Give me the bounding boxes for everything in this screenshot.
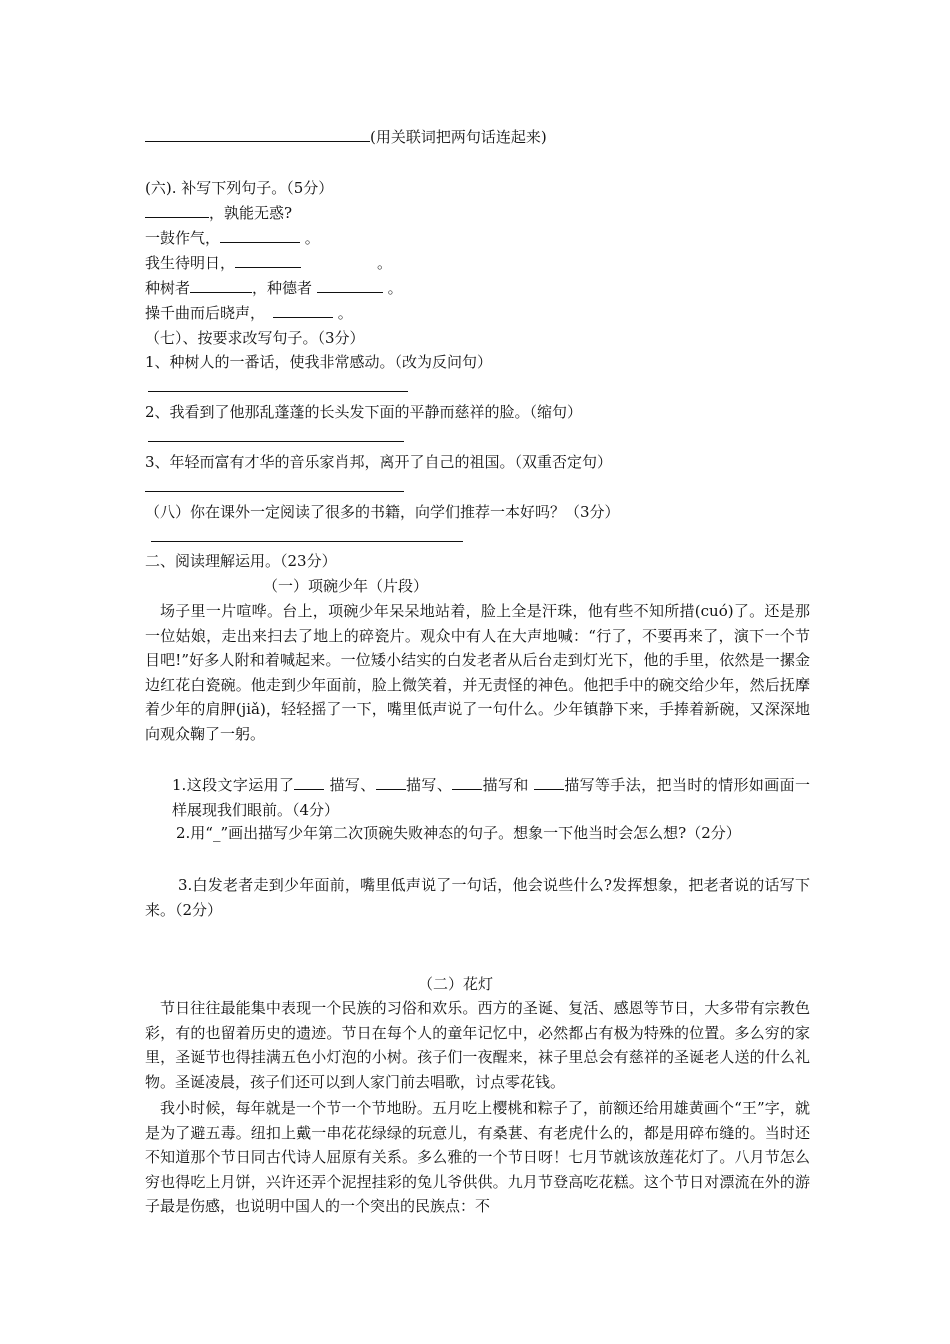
passage1-title: （一）项碗少年（片段） <box>263 577 429 595</box>
connect-hint: (用关联词把两句话连起来) <box>370 128 547 146</box>
rewrite-question-3: 3、年轻而富有才华的音乐家肖邦，离开了自己的祖国。（双重否定句） <box>145 453 613 471</box>
fill-sentence-2 <box>145 228 320 248</box>
answer-blank[interactable] <box>534 775 564 790</box>
answer-blank[interactable] <box>317 278 383 293</box>
sentence-text: 。 <box>377 254 393 272</box>
answer-blank[interactable] <box>294 775 324 790</box>
rewrite-question-1: 1、种树人的一番话，使我非常感动。（改为反问句） <box>145 353 493 371</box>
answer-line[interactable] <box>145 491 404 492</box>
question-text: 描写、 <box>405 776 453 794</box>
section7-heading: （七）、按要求改写句子。（3分） <box>145 329 365 347</box>
fill-sentence-1 <box>145 203 292 223</box>
question-text: 描写、 <box>324 776 376 794</box>
sentence-text: 一鼓作气， <box>145 229 221 247</box>
passage2-title: （二）花灯 <box>418 975 494 993</box>
question-text: 1.这段文字运用了 <box>172 776 295 794</box>
answer-blank[interactable] <box>452 775 482 790</box>
question-text: 描写和 <box>482 776 534 794</box>
sentence-text: 种树者 <box>145 279 191 297</box>
sentence-text: 操千曲而后晓声， <box>145 304 266 322</box>
sentence-text: 我生待明日， <box>145 254 236 272</box>
answer-line[interactable] <box>148 441 404 442</box>
passage2-paragraph-2: 我小时候，每年就是一个节一个节地盼。五月吃上樱桃和粽子了，前额还给用雄黄画个“王”字，就是为了避五毒。纽扣上戴一串花花绿绿的玩意儿，有桑葚、有老虎什么的，都是用碎布缝的。当时还不知道那个节日同古代诗人屈原有关系。多么雅的一个节日呀！七月节就该放莲花灯了。八月节怎么穷也得吃上月饼，兴许还弄个泥捏挂彩的兔儿爷供供。九月节登高吃花糕。这个节日对漂流在外的游子最是伤感，也说明中国人的一个突出的民族点：不 <box>145 1099 810 1216</box>
answer-blank[interactable] <box>235 253 301 268</box>
answer-blank[interactable] <box>145 127 370 142</box>
answer-blank[interactable] <box>220 228 300 243</box>
section6-heading: (六). 补写下列句子。（5分） <box>145 179 334 197</box>
fill-sentence-5 <box>145 303 353 323</box>
question-2: 2.用“_”画出描写少年第二次顶碗失败神态的句子。想象一下他当时会怎么想?（2分） <box>176 824 741 842</box>
passage1-text: 场子里一片喧哗。台上，项碗少年呆呆地站着，脸上全是汗珠，他有些不知所措(cuó)了。还是那一位姑娘，走出来扫去了地上的碎瓷片。观众中有人在大声地喊：“行了，不要再来了，演下一个节目吧!”好多人附和着喊起来。一位矮小结实的白发老者从后台走到灯光下，他的手里，依然是一摞金边红花白瓷碗。他走到少年面前，脸上微笑着，并无责怪的神色。他把手中的碗交给少年，然后抚摩着少年的肩胛(jiǎ)，轻轻摇了一下，嘴里低声说了一句什么。少年镇静下来，手捧着新碗，又深深地向观众鞠了一躬。 <box>145 602 810 743</box>
fill-sentence-3 <box>145 253 392 273</box>
sentence-text: ，孰能无惑? <box>209 204 293 222</box>
passage2-paragraph-1: 节日往往最能集中表现一个民族的习俗和欢乐。西方的圣诞、复活、感恩等节日，大多带有宗教色彩，有的也留着历史的遗迹。节日在每个人的童年记忆中，必然都占有极为特殊的位置。多么穷的家里，圣诞节也得挂满五色小灯泡的小树。孩子们一夜醒来，袜子里总会有慈祥的圣诞老人送的什么礼物。圣诞凌晨，孩子们还可以到人家门前去唱歌，讨点零花钱。 <box>145 999 810 1091</box>
answer-line[interactable] <box>151 541 463 542</box>
question-3: 3.白发老者走到少年面前，嘴里低声说了一句话，他会说些什么?发挥想象，把老者说的话写下来。（2分） <box>145 876 810 919</box>
question-1 <box>145 773 810 822</box>
answer-blank[interactable] <box>190 278 252 293</box>
answer-line[interactable] <box>148 391 408 392</box>
answer-blank[interactable] <box>376 775 406 790</box>
sentence-text: 。 <box>300 229 320 247</box>
answer-blank[interactable] <box>145 203 209 218</box>
fill-sentence-4 <box>145 278 403 298</box>
section8-heading: （八）你在课外一定阅读了很多的书籍，向学们推荐一本好吗？（3分） <box>145 503 620 521</box>
sentence-text: 。 <box>382 279 403 297</box>
sentence-text: 。 <box>333 304 353 322</box>
connect-sentences-line <box>145 127 547 147</box>
answer-blank[interactable] <box>273 303 333 318</box>
question-text: 描写等手法，把当时的情形如画面一样展现我们眼前。（4分） <box>172 776 810 819</box>
sentence-text: ，种德者 <box>252 279 313 297</box>
part2-heading: 二、阅读理解运用。（23分） <box>145 552 337 570</box>
rewrite-question-2: 2、我看到了他那乱蓬蓬的长头发下面的平静而慈祥的脸。（缩句） <box>145 403 583 421</box>
